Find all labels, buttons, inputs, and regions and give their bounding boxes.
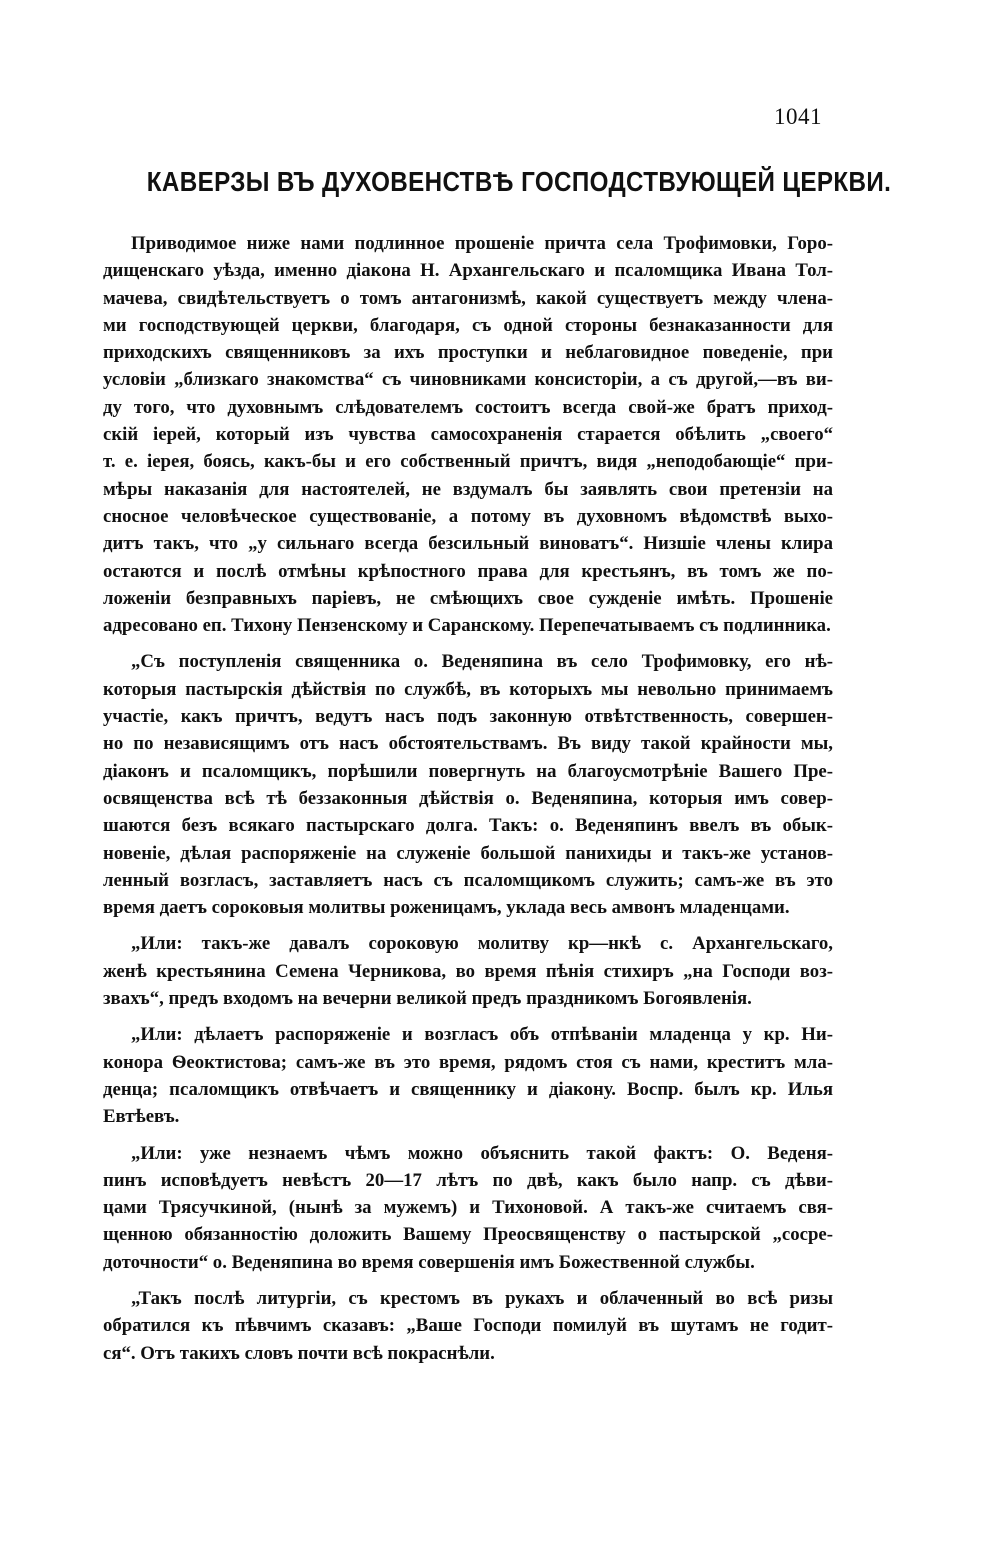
text-line: конора Ѳеоктистова; самъ-же въ это время, рядомъ стоя съ нами, креститъ мла- — [103, 1051, 833, 1073]
article-body — [103, 230, 833, 1376]
text-line: „Съ поступленія священника о. Веденяпина въ село Трофимовку, его нѣ- — [131, 651, 833, 673]
text-line: ду того, что духовнымъ слѣдователемъ состоитъ всегда свой-же братъ приход- — [103, 396, 833, 418]
text-line: „Такъ послѣ литургіи, съ крестомъ въ рукахъ и облаченный во всѣ ризы — [131, 1287, 833, 1309]
text-line: дищенскаго уѣзда, именно діакона Н. Архангельскаго и псаломщика Ивана Тол- — [103, 260, 833, 282]
text-line: обратился къ пѣвчимъ сказавъ: „Ваше Господи помилуй въ шутамъ не годит- — [103, 1315, 833, 1337]
text-line: сносное человѣческое существованіе, а потому въ духовномъ вѣдомствѣ выхо- — [103, 505, 833, 527]
text-line: денца; псаломщикъ отвѣчаетъ и священнику и діакону. Воспр. былъ кр. Илья — [103, 1078, 833, 1100]
text-line: цами Трясучкиной, (нынѣ за мужемъ) и Тихоновой. А такъ-же считаемъ свя- — [103, 1197, 833, 1219]
text-line: ленный возгласъ, заставляетъ насъ съ псаломщикомъ служить; самъ-же въ это — [103, 869, 833, 891]
text-line: звахъ“, предъ входомъ на вечерни великой предъ праздникомъ Богоявленія. — [103, 988, 752, 1010]
paragraph — [103, 1021, 833, 1130]
text-line: доточности“ о. Веденяпина во время совершенія имъ Божественной службы. — [103, 1251, 755, 1273]
text-line: которыя пастырскія дѣйствія по службѣ, въ которыхъ мы невольно принимаемъ — [103, 678, 833, 700]
text-line: „Или: уже незнаемъ чѣмъ можно объяснить такой фактъ: О. Веденя- — [131, 1142, 833, 1164]
text-line: адресовано еп. Тихону Пензенскому и Саранскому. Перепечатываемъ съ подлинника. — [103, 615, 831, 637]
text-line: дитъ такъ, что „у сильнаго всегда безсильный виноватъ“. Низшіе члены клира — [103, 533, 833, 555]
text-line: женѣ крестьянина Семена Черникова, во время пѣнія стихиръ „на Господи воз- — [103, 960, 833, 982]
paragraph — [103, 1140, 833, 1276]
text-line: т. е. іерея, боясь, какъ-бы и его собственный причтъ, видя „неподобающіе“ при- — [103, 451, 833, 473]
text-line: ся“. Отъ такихъ словъ почти всѣ покраснѣли. — [103, 1342, 495, 1364]
text-line: но по независящимъ отъ насъ обстоятельствамъ. Въ виду такой крайности мы, — [103, 733, 833, 755]
text-line: приходскихъ священниковъ за ихъ проступки и неблаговидное поведеніе, при — [103, 342, 833, 364]
paragraph — [103, 1285, 833, 1367]
text-line: участіе, какъ причтъ, ведутъ насъ подъ законную отвѣтственность, совершен- — [103, 706, 833, 728]
article-title: КАВЕРЗЫ ВЪ ДУХОВЕНСТВѢ ГОСПОДСТВУЮЩЕЙ ЦЕРКВИ. — [146, 166, 892, 197]
text-line: діаконъ и псаломщикъ, порѣшили повергнуть на благоусмотрѣніе Вашего Пре- — [103, 760, 833, 782]
paragraph — [103, 648, 833, 921]
text-line: „Или: такъ-же давалъ сороковую молитву кр—нкѣ с. Архангельскаго, — [131, 933, 833, 955]
text-line: условіи „близкаго знакомства“ съ чиновниками консисторіи, а съ другой,—въ ви- — [103, 369, 833, 391]
text-line: Приводимое ниже нами подлинное прошеніе причта села Трофимовки, Горо- — [131, 233, 833, 254]
text-line: освященства всѣ тѣ беззаконныя дѣйствія о. Веденяпина, которыя имъ совер- — [103, 787, 833, 809]
text-line: мѣры наказанія для настоятелей, не вздумалъ бы заявлять свои претензіи на — [103, 478, 833, 500]
text-line: пинъ исповѣдуетъ невѣстъ 20—17 лѣтъ по двѣ, какъ было напр. съ дѣви- — [103, 1169, 833, 1191]
text-line: ложеніи безправныхъ паріевъ, не смѣющихъ свое сужденіе имѣть. Прошеніе — [103, 587, 833, 609]
text-line: щенною обязанностію доложить Вашему Преосвященству о пастырской „сосре- — [103, 1224, 833, 1246]
page-number: 1041 — [774, 104, 822, 129]
text-line: остаются и послѣ отмѣны крѣпостного права для крестьянъ, въ томъ же по- — [103, 560, 833, 582]
text-line: Евтѣевъ. — [103, 1106, 180, 1128]
paragraph — [103, 230, 833, 639]
text-line: мачева, свидѣтельствуетъ о томъ антагонизмѣ, какой существуетъ между члена- — [103, 287, 833, 309]
text-line: время даетъ сороковыя молитвы роженицамъ, уклада весь амвонъ младенцами. — [103, 897, 790, 919]
text-line: скій іерей, который изъ чувства самосохраненія старается обѣлить „своего“ — [103, 424, 833, 446]
text-line: шаются безъ всякаго пастырскаго долга. Такъ: о. Веденяпинъ ввелъ въ обык- — [103, 815, 833, 837]
text-line: ми господствующей церкви, благодаря, съ одной стороны безнаказанности для — [103, 314, 833, 336]
text-line: „Или: дѣлаетъ распоряженіе и возгласъ объ отпѣваніи младенца у кр. Ни- — [131, 1024, 833, 1046]
text-line: новеніе, дѣлая распоряженіе на служеніе большой панихиды и такъ-же установ- — [103, 842, 833, 864]
paragraph — [103, 930, 833, 1012]
